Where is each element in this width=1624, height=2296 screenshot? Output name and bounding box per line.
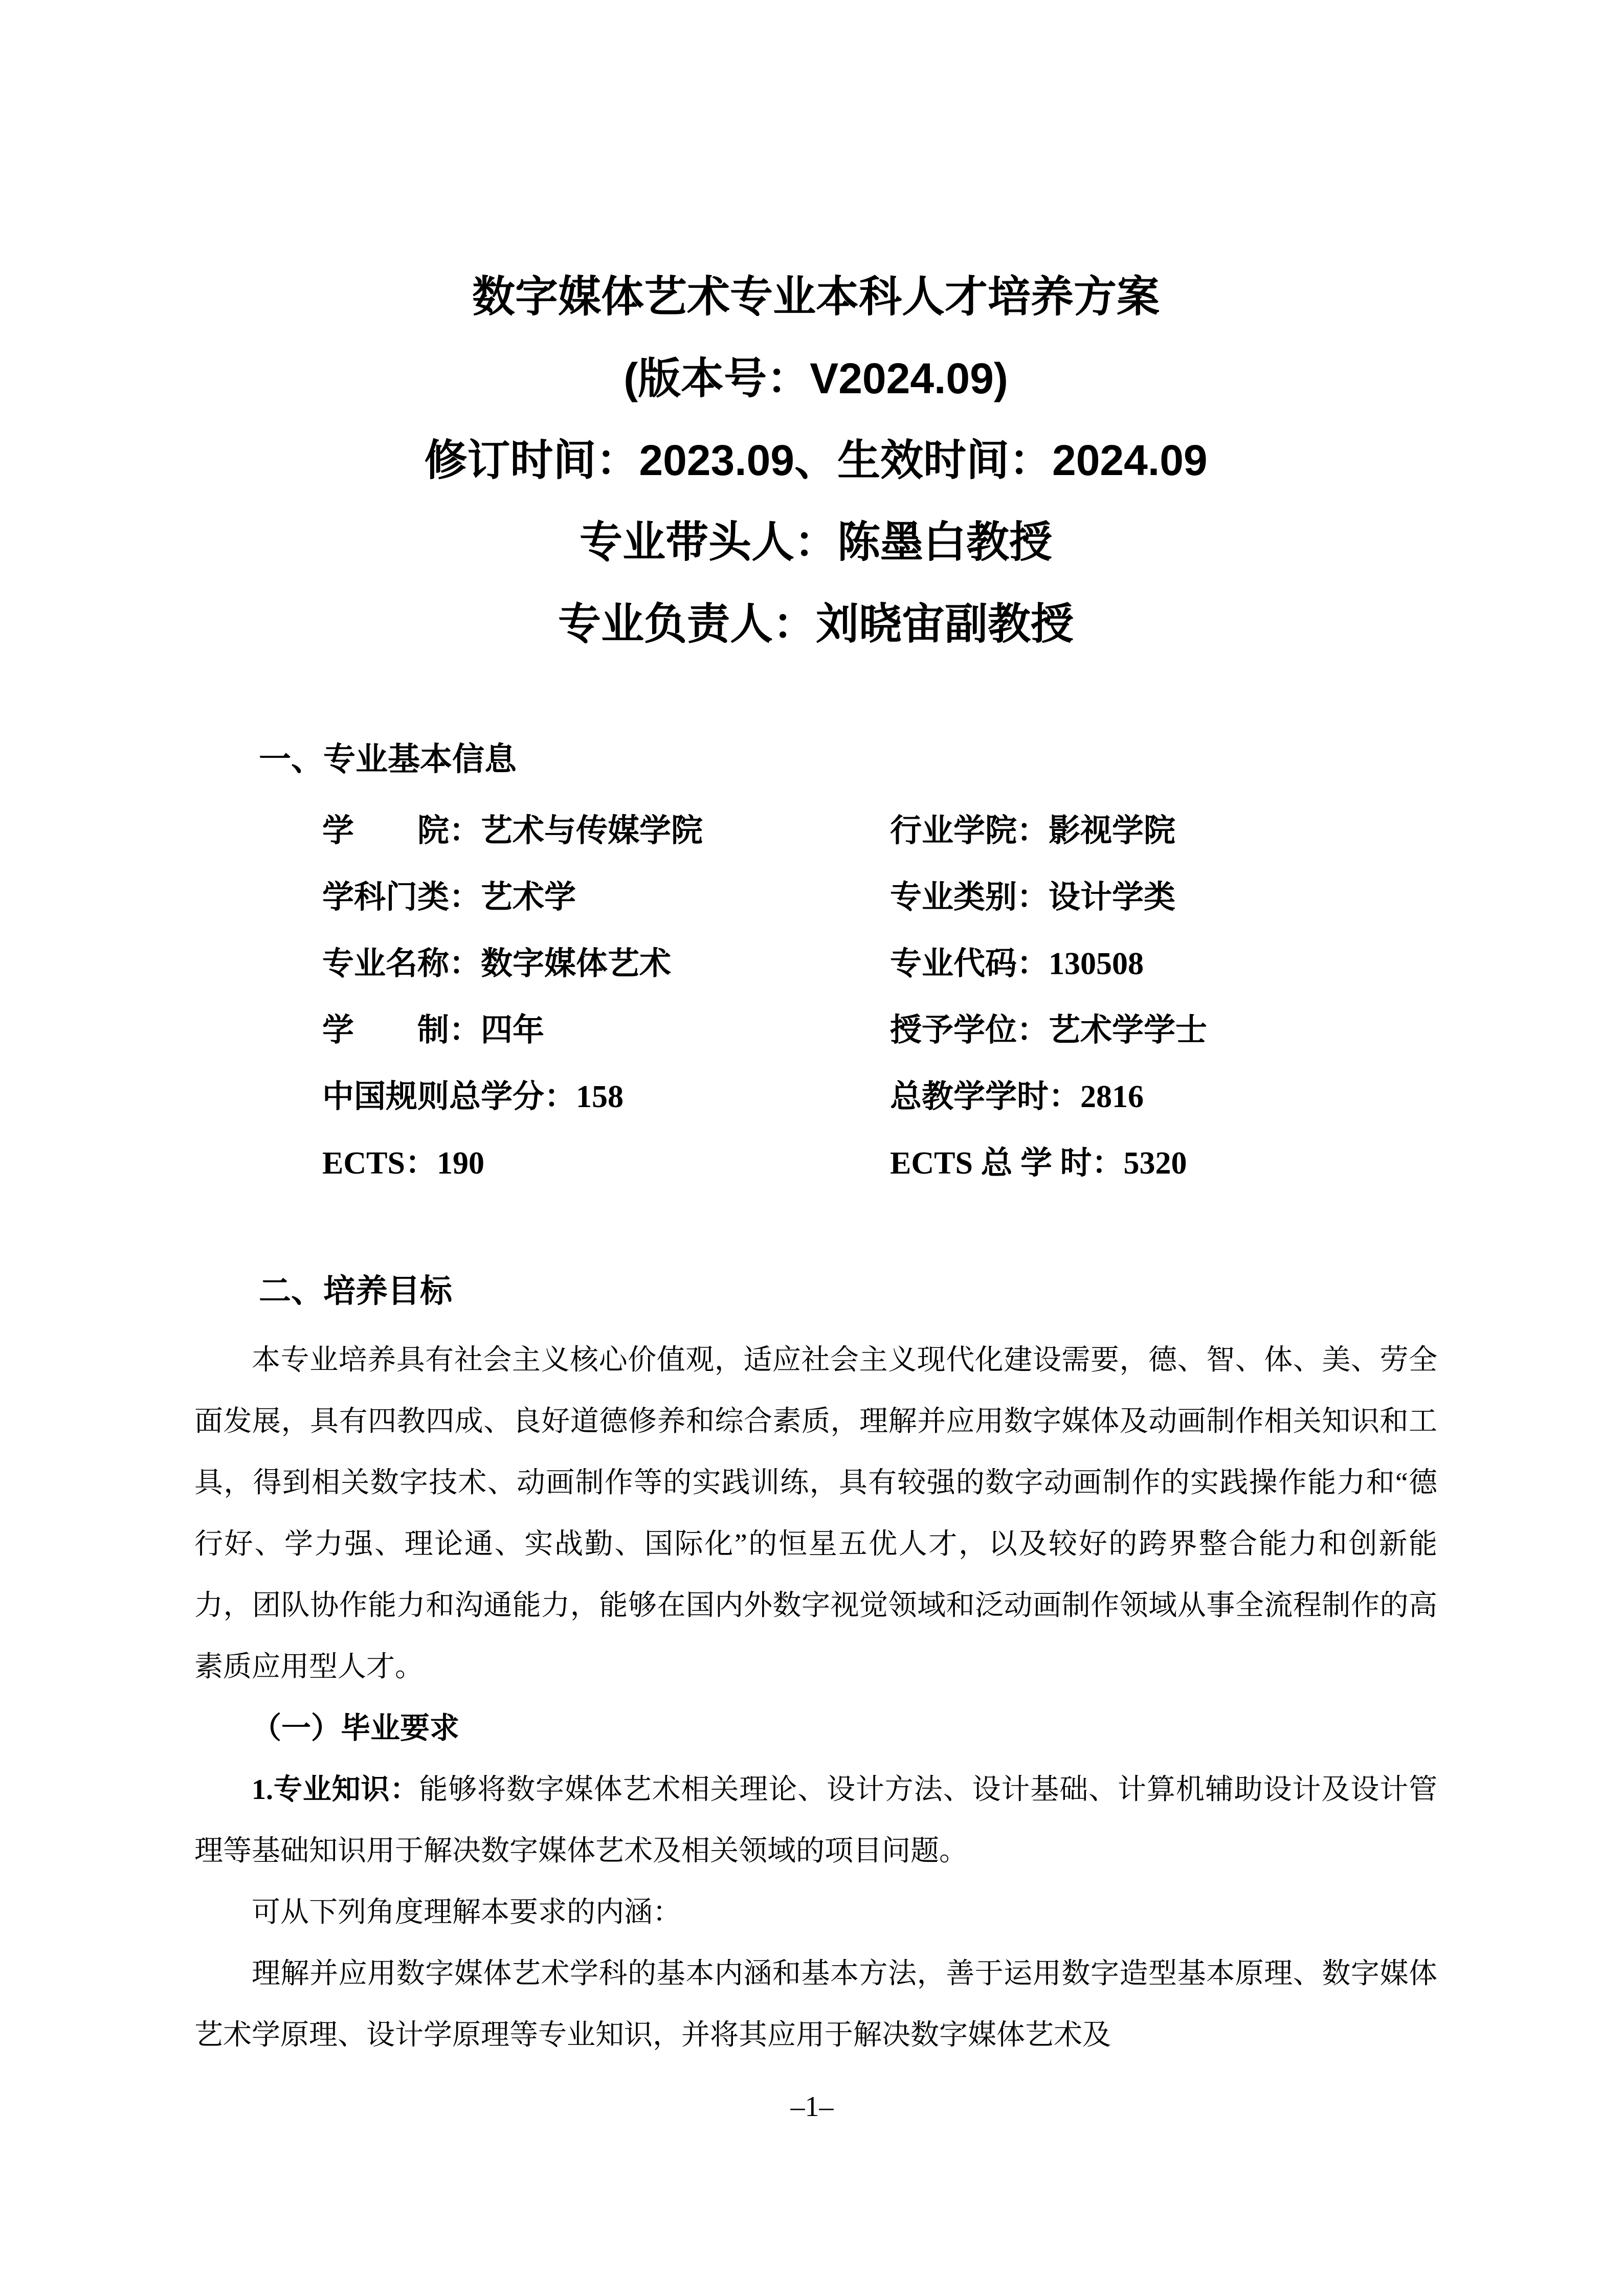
requirement-1-text: 能够将数字媒体艺术相关理论、设计方法、设计基础、计算机辅助设计及设计管理等基础知识用于解决数字媒体艺术及相关领域的项目问题。 [194, 1774, 1438, 1867]
version-line: (版本号：V2024.09) [624, 354, 1008, 402]
info-discipline-category: 学科门类：艺术学 [322, 880, 576, 915]
training-goal-paragraph: 本专业培养具有社会主义核心价值观，适应社会主义现代化建设需要，德、智、体、美、劳全面发展，具有四教四成、良好道德修养和综合素质，理解并应用数字媒体及动画制作相关知识和工具，得到相关数字技术、动画制作等的实践训练，具有较强的数字动画制作的实践操作能力和“德行好、学力强、理论通、实战勤、国际化”的恒星五优人才，以及较好的跨界整合能力和创新能力，团队协作能力和沟通能力，能够在国内外数字视觉领域和泛动画制作领域从事全流程制作的高素质应用型人才。 [194, 1344, 1437, 1683]
info-total-teaching-hours: 总教学学时：2816 [890, 1079, 1144, 1114]
graduation-requirements-heading: （一）毕业要求 [252, 1712, 460, 1745]
info-industry-college: 行业学院：影视学院 [890, 814, 1176, 848]
section-heading-basic-info: 一、专业基本信息 [259, 741, 517, 777]
info-major-category: 专业类别：设计学类 [890, 880, 1176, 915]
info-row-college [194, 798, 1437, 864]
requirement-intro-paragraph: 可从下列角度理解本要求的内涵： [252, 1897, 681, 1928]
info-degree-awarded: 授予学位：艺术学学士 [890, 1013, 1208, 1048]
document-title: 数字媒体艺术专业本科人才培养方案 [472, 273, 1160, 321]
info-study-duration: 学 制：四年 [322, 1013, 545, 1048]
requirement-detail-paragraph: 理解并应用数字媒体艺术学科的基本内涵和基本方法，善于运用数字造型基本原理、数字媒体艺术学原理、设计学原理等专业知识，并将其应用于解决数字媒体艺术及 [194, 1958, 1437, 2051]
info-row-duration [194, 997, 1437, 1064]
info-major-name: 专业名称：数字媒体艺术 [322, 947, 672, 981]
page-number: –1– [790, 2091, 834, 2123]
info-college: 学 院：艺术与传媒学院 [322, 814, 703, 848]
requirement-1-paragraph [194, 1759, 1437, 1882]
basic-info-grid [194, 798, 1437, 1197]
info-total-credits: 中国规则总学分：158 [322, 1079, 624, 1114]
info-major-code: 专业代码：130508 [890, 947, 1144, 981]
info-row-credits [194, 1064, 1437, 1130]
program-leader-line: 专业带头人：陈墨白教授 [579, 518, 1052, 566]
requirement-1-label: 1.专业知识： [252, 1774, 419, 1806]
info-ects-credits: ECTS：190 [322, 1146, 484, 1181]
program-director-line: 专业负责人：刘晓宙副教授 [558, 600, 1074, 648]
title-block [194, 0, 1437, 665]
revision-date-line: 修订时间：2023.09、生效时间：2024.09 [424, 436, 1208, 484]
info-row-ects [194, 1130, 1437, 1197]
info-row-discipline [194, 864, 1437, 931]
info-row-major [194, 931, 1437, 997]
section-heading-training-goal: 二、培养目标 [259, 1273, 452, 1309]
info-ects-total-hours: ECTS 总 学 时：5320 [890, 1146, 1187, 1181]
